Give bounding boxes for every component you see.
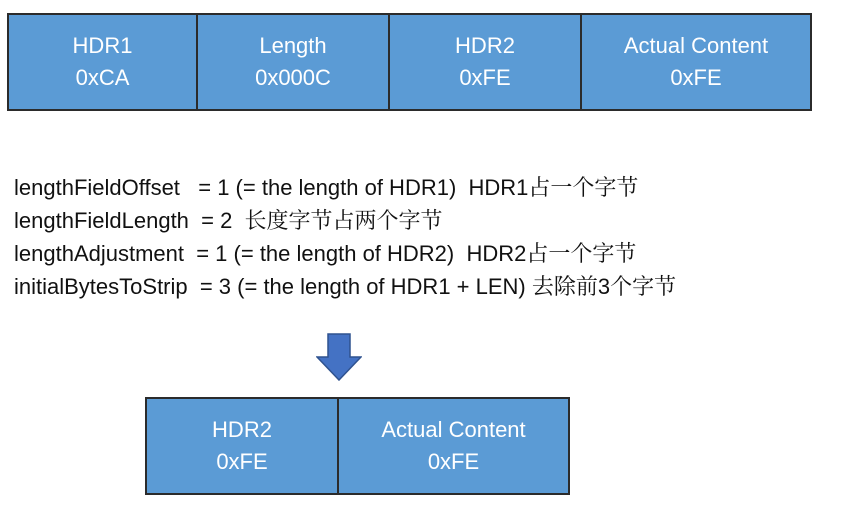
field-name: HDR2 <box>455 33 515 58</box>
field-name: Length <box>259 33 327 58</box>
field-name: Actual Content <box>623 33 769 58</box>
field-hdr2 <box>147 399 339 493</box>
field-value: 0xFE <box>670 65 722 90</box>
param-initial-bytes-to-strip: initialBytesToStrip = 3 (= the length of HDR1 + LEN) 去除前3个字节 <box>14 274 677 299</box>
field-value: 0xFE <box>459 65 511 90</box>
original-frame <box>7 13 812 111</box>
down-arrow-icon <box>316 333 362 381</box>
param-length-field-offset: lengthFieldOffset = 1 (= the length of HDR1) HDR1占一个字节 <box>14 175 639 200</box>
param-length-adjustment: lengthAdjustment = 1 (= the length of HDR2) HDR2占一个字节 <box>14 241 637 266</box>
decoded-frame <box>145 397 570 495</box>
field-value: 0xFE <box>216 449 268 474</box>
field-length <box>198 15 390 109</box>
field-actual-content <box>582 15 810 109</box>
field-actual-content <box>339 399 568 493</box>
field-name: Actual Content <box>381 417 526 442</box>
field-name: HDR2 <box>212 417 272 442</box>
field-hdr2 <box>390 15 582 109</box>
field-value: 0xFE <box>427 449 480 474</box>
field-name: HDR1 <box>72 33 133 58</box>
field-hdr1 <box>9 15 198 109</box>
param-length-field-length: lengthFieldLength = 2 长度字节占两个字节 <box>14 208 443 233</box>
field-value: 0x000C <box>255 65 331 90</box>
decoder-parameters <box>14 171 676 303</box>
field-value: 0xCA <box>75 65 130 90</box>
